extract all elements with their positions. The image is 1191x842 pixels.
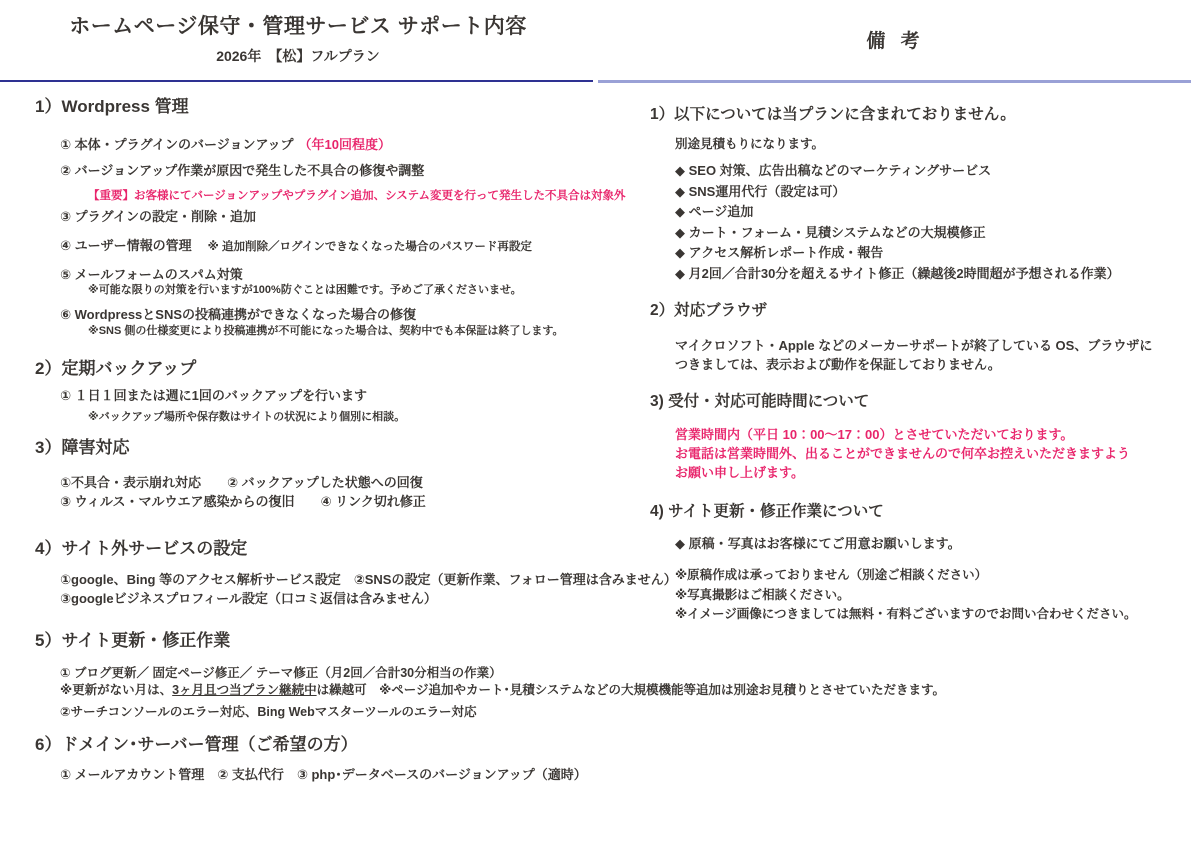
remarks-section-business-hours	[650, 392, 1130, 482]
excluded-item: ◆ SNS運用代行（設定は可）	[675, 183, 846, 199]
excluded-item: ◆ カート・フォーム・見積システムなどの大規模修正	[675, 224, 986, 240]
sub-note: ※イメージ画像につきましては無料・有料ございますのでお問い合わせください。	[675, 607, 1137, 621]
section-heading: 6）ドメイン･サーバー管理（ご希望の方）	[35, 735, 358, 754]
list-item: ②サーチコンソールのエラー対応、Bing Webマスターツールのエラー対応	[60, 705, 477, 719]
list-item: ①google、Bing 等のアクセス解析サービス設定 ②SNSの設定（更新作業、フォロー管理は含みません）	[60, 572, 677, 587]
list-item: ② バージョンアップ作業が原因で発生した不具合の修復や調整	[60, 163, 425, 178]
list-item: ③googleビジネスプロフィール設定（口コミ返信は含みません）	[60, 591, 437, 606]
excluded-item: ◆ ページ追加	[675, 204, 754, 219]
inline-note: ※ 追加削除／ログインできなくなった場合のパスワード再設定	[207, 241, 532, 253]
bullet-item: ◆ 原稿・写真はお客様にてご用意お願いします。	[675, 536, 961, 551]
sub-note: ※SNS 側の仕様変更により投稿連携が不可能になった場合は、契約中でも本保証は終了します。	[88, 325, 564, 337]
header-title-block	[0, 14, 596, 64]
list-item: ① ブログ更新／ 固定ページ修正／ テーマ修正（月2回／合計30分相当の作業）	[60, 666, 502, 680]
remarks-section-browsers	[650, 301, 1152, 374]
important-note: 【重要】お客様にてバージョンアップやプラグイン追加、システム変更を行って発生した不具合は対象外	[88, 190, 626, 202]
business-hours-notice: 営業時間内（平日 10：00～17：00）とさせていただいております。 お電話は営業時間外、出ることができませんので何卒お控えいただきますよう お願い申し上げます。	[675, 427, 1131, 480]
carryover-note: ※更新がない月は、3ヶ月且つ当プラン継続中は繰越可 ※ページ追加やカート･見積システムなどの大規模機能等追加は別途お見積りとさせていただきます。	[60, 683, 946, 697]
excluded-item: ◆ SEO 対策、広告出稿などのマーケティングサービス	[675, 163, 992, 178]
section-wordpress-management	[35, 96, 626, 338]
section-backup	[35, 358, 405, 424]
section-domain-server	[35, 734, 587, 783]
sub-text: 別途見積もりになります。	[675, 137, 825, 151]
remarks-section-exclusions	[650, 105, 1120, 284]
remarks-title: 備 考	[866, 31, 925, 52]
section-heading: 3）障害対応	[35, 438, 130, 457]
section-site-update	[35, 630, 945, 720]
remarks-section-update-work	[650, 502, 1137, 625]
page-title: ホームページ保守・管理サービス サポート内容	[69, 15, 527, 38]
list-item: ⑤ メールフォームのスパム対策	[60, 267, 243, 282]
list-item: ③ ウィルス・マルウエア感染からの復旧 ④ リンク切れ修正	[60, 494, 426, 509]
sub-note: ※バックアップ場所や保存数はサイトの状況により個別に相談。	[88, 411, 406, 423]
section-heading: 1）以下については当プランに含まれておりません。	[650, 106, 1016, 123]
section-heading: 2）対応ブラウザ	[650, 302, 768, 319]
sub-note: ※原稿作成は承っておりません（別途ご相談ください）	[675, 568, 988, 582]
divider-right	[598, 80, 1191, 83]
sub-note: ※可能な限りの対策を行いますが100%防ぐことは困難です。予めご了承くださいませ。	[88, 284, 522, 296]
section-external-services	[35, 538, 677, 607]
sub-note: ※写真撮影はご相談ください。	[675, 587, 850, 602]
remarks-header-block	[600, 31, 1191, 53]
section-heading: 2）定期バックアップ	[35, 359, 197, 378]
notes-list	[650, 566, 1137, 625]
list-item: ⑥ WordpressとSNSの投稿連携ができなくなった場合の修復	[60, 307, 417, 322]
section-heading: 4) サイト更新・修正作業について	[650, 503, 884, 520]
section-trouble-support	[35, 437, 426, 510]
section-heading: 5）サイト更新・修正作業	[35, 631, 231, 650]
section-heading: 4）サイト外サービスの設定	[35, 539, 248, 558]
list-item: ③ プラグインの設定・削除・追加	[60, 209, 256, 224]
pink-annotation: （年10回程度）	[298, 137, 392, 152]
excluded-item: ◆ 月2回／合計30分を超えるサイト修正（繰越後2時間超が予想される作業）	[675, 265, 1120, 281]
excluded-item: ◆ アクセス解析レポート作成・報告	[675, 245, 884, 260]
list-item: ① 本体・プラグインのバージョンアップ （年10回程度）	[60, 137, 392, 152]
excluded-items-list	[650, 161, 1120, 284]
section-heading: 1）Wordpress 管理	[35, 97, 189, 116]
section-heading: 3) 受付・対応可能時間について	[650, 393, 870, 410]
body-text: マイクロソフト・Apple などのメーカーサポートが終了している OS、ブラウザに つきましては、表示および動作を保証しておりません。	[675, 338, 1153, 372]
list-item: ① メールアカウント管理 ② 支払代行 ③ php･データベースのバージョンアップ（適時）	[60, 767, 587, 782]
list-item: ① １日１回または週に1回のバックアップを行います	[60, 388, 367, 403]
list-item: ④ ユーザー情報の管理 ※ 追加削除／ログインできなくなった場合のパスワード再設定	[60, 238, 532, 253]
plan-subtitle: 2026年 【松】フルプラン	[216, 48, 380, 64]
list-item: ①不具合・表示崩れ対応 ② バックアップした状態への回復	[60, 475, 423, 490]
divider-left	[0, 80, 593, 82]
underlined-condition: 3ヶ月且つ当プラン継続中	[172, 683, 317, 697]
